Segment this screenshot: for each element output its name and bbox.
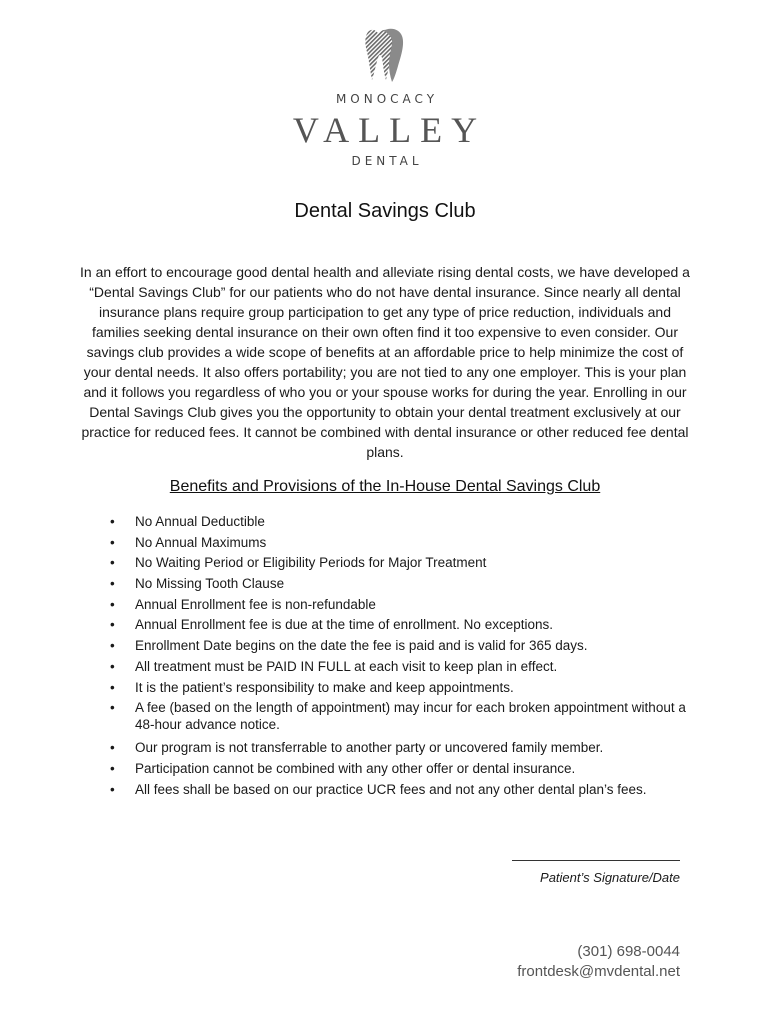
logo-bottom-text: DENTAL (351, 154, 423, 168)
list-item-text: Enrollment Date begins on the date the fee is paid and is valid for 365 days. (135, 638, 588, 654)
list-item (110, 513, 690, 530)
list-item-text: Annual Enrollment fee is non-refundable (135, 596, 376, 612)
bullet-icon: • (110, 658, 115, 674)
list-item-text: Participation cannot be combined with any other offer or dental insurance. (135, 760, 576, 776)
list-item (110, 616, 690, 633)
bullet-icon: • (110, 700, 115, 716)
list-item-text: Our program is not transferrable to another party or uncovered family member. (135, 740, 604, 756)
practice-logo (0, 26, 770, 168)
bullet-icon: • (110, 514, 115, 529)
bullet-icon: • (110, 534, 115, 550)
bullet-icon: • (110, 638, 115, 654)
list-item-text: No Missing Tooth Clause (135, 576, 285, 592)
list-item (110, 554, 690, 571)
list-item (110, 739, 690, 756)
bullet-icon: • (110, 596, 115, 612)
signature-label: Patient’s Signature/Date (540, 870, 680, 885)
bullet-icon: • (110, 555, 115, 571)
list-item-text: Annual Enrollment fee is due at the time of enrollment. No exceptions. (135, 617, 553, 633)
list-item (110, 534, 690, 551)
intro-paragraph: In an effort to encourage good dental health and alleviate rising dental costs, we have developed a “Dental Savings Club” for our patients who do not have dental insurance. Since nearly all dental insurance plans require group participation to get any type of price reduction, individuals and families seeking dental insurance on their own often find it too expensive to even consider. Our savings club provides a wide scope of benefits at an affordable price to help minimize the cost of your dental needs. It also offers portability; you are not tied to any one employer. This is your plan and it follows you regardless of who you or your spouse works for during the year. Enrolling in our Dental Savings Club gives you the opportunity to obtain your dental treatment exclusively at our practice for reduced fees. It cannot be combined with dental insurance or other reduced fee dental plans. (80, 264, 690, 460)
bullet-icon: • (110, 760, 115, 776)
list-item-text: A fee (based on the length of appointment) may incur for each broken appointment without a 48-hour advance notice. (135, 700, 686, 733)
list-item (110, 637, 690, 654)
benefits-list (110, 513, 690, 801)
logo-main-text: VALLEY (292, 110, 487, 150)
list-item (110, 596, 690, 613)
list-item-text: It is the patient’s responsibility to make and keep appointments. (135, 679, 514, 695)
list-item-text: All treatment must be PAID IN FULL at each visit to keep plan in effect. (135, 658, 558, 674)
list-item (110, 658, 690, 675)
signature-line[interactable] (512, 846, 680, 861)
list-item (110, 679, 690, 696)
bullet-icon: • (110, 740, 115, 756)
logo-top-text: MONOCACY (335, 92, 439, 106)
bullet-icon: • (110, 679, 115, 695)
list-item-text: No Waiting Period or Eligibility Periods for Major Treatment (135, 555, 487, 571)
list-item-text: All fees shall be based on our practice UCR fees and not any other dental plan’s fees. (135, 781, 647, 797)
document-title: Dental Savings Club (294, 200, 476, 222)
list-item (110, 760, 690, 777)
contact-email[interactable]: frontdesk@mvdental.net (517, 963, 680, 980)
list-item (110, 781, 690, 798)
list-item-text: No Annual Deductible (135, 514, 265, 529)
contact-phone: (301) 698-0044 (577, 943, 680, 960)
bullet-icon: • (110, 781, 115, 797)
list-item (110, 699, 690, 733)
benefits-heading: Benefits and Provisions of the In-House Dental Savings Club (169, 478, 601, 495)
tooth-icon (361, 26, 409, 84)
bullet-icon: • (110, 617, 115, 633)
bullet-icon: • (110, 576, 115, 592)
signature-block (480, 846, 680, 885)
list-item-text: No Annual Maximums (135, 534, 267, 550)
contact-info (517, 942, 680, 982)
list-item (110, 575, 690, 592)
